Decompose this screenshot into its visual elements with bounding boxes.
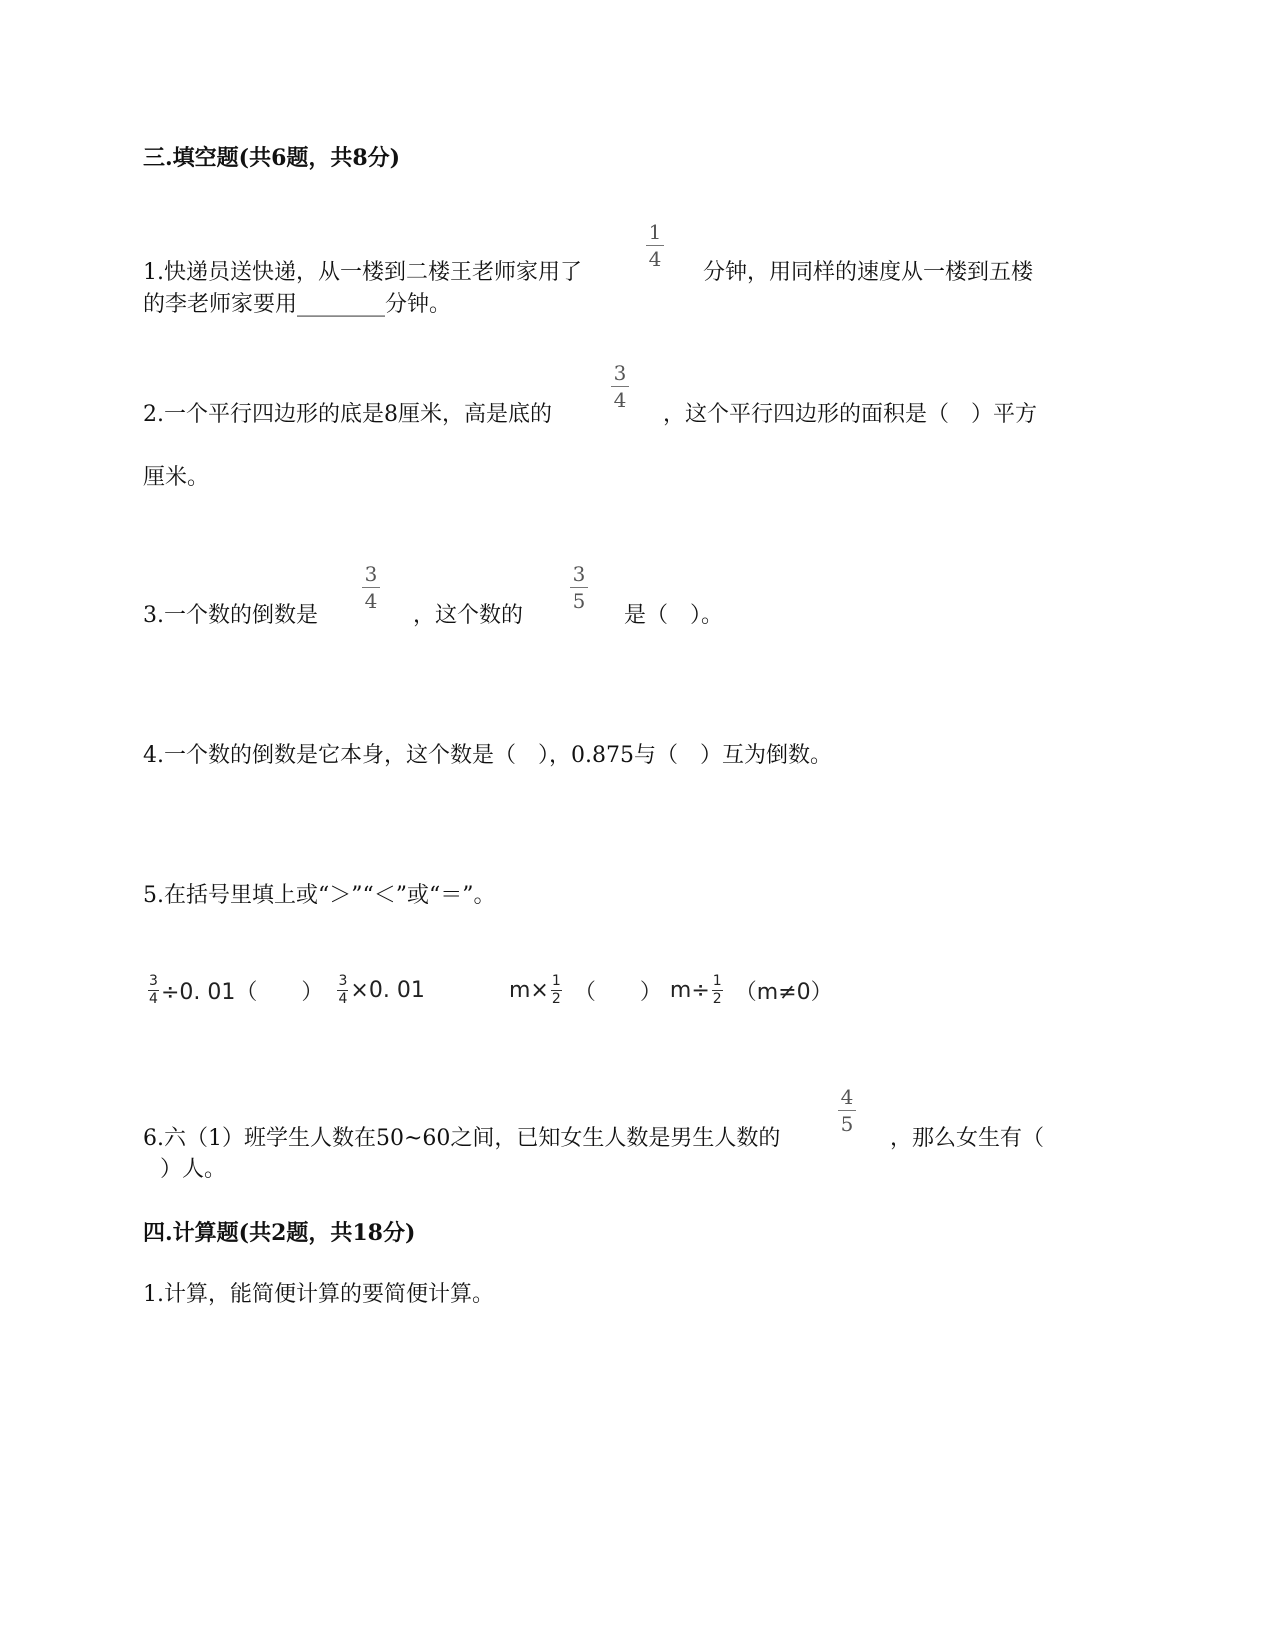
q2-text-c: 厘米。 xyxy=(143,465,210,490)
q1-text-c: 的李老师家要用 xyxy=(143,292,298,317)
q2-frac-num: 3 xyxy=(613,361,627,385)
fraction-bar xyxy=(611,386,629,387)
q1-text-d: 分钟。 xyxy=(385,292,452,317)
q3-frac2-num: 3 xyxy=(572,562,586,586)
q5-expression-1 xyxy=(146,968,425,1012)
frac-num: 1 xyxy=(551,972,561,989)
frac-num: 1 xyxy=(712,972,722,989)
section3-title: 三.填空题(共6题，共8分) xyxy=(143,145,401,171)
frac-den: 2 xyxy=(712,990,722,1007)
q5-expr2-cond: （m≠0） xyxy=(734,979,833,1005)
q6-frac-den: 5 xyxy=(840,1112,854,1136)
frac-den: 4 xyxy=(338,990,348,1007)
q3-text-b: ，这个数的 xyxy=(413,603,524,628)
q1-text-a: 1.快递员送快递，从一楼到二楼王老师家用了 xyxy=(143,260,582,285)
q1-fraction xyxy=(646,221,664,270)
q1-text-b: 分钟，用同样的速度从一楼到五楼 xyxy=(703,260,1034,285)
q1-line2 xyxy=(143,290,451,320)
q3-fraction-2 xyxy=(570,563,588,612)
q5-expr2-pre-a: m× xyxy=(509,977,549,1003)
section4-q1-text: 1.计算，能简便计算的要简便计算。 xyxy=(143,1282,494,1307)
q5-expr1-op-b: ×0. 01 xyxy=(350,977,425,1003)
q5-text: 5.在括号里填上或“＞”“＜”或“＝”。 xyxy=(143,883,496,908)
q6-frac-num: 4 xyxy=(840,1085,854,1109)
section4-title: 四.计算题(共2题，共18分) xyxy=(143,1220,416,1246)
q3-fraction-1 xyxy=(362,563,380,612)
fraction-bar xyxy=(570,587,588,588)
q4-text: 4.一个数的倒数是它本身，这个数是（ ），0.875与（ ）互为倒数。 xyxy=(143,743,832,768)
frac-num: 3 xyxy=(149,972,158,989)
q5-expr2-paren: （ ） xyxy=(573,979,662,1005)
q1-frac-num: 1 xyxy=(648,220,662,244)
fraction-bar xyxy=(646,245,664,246)
q2-text-b: ，这个平行四边形的面积是（ ）平方 xyxy=(663,402,1038,427)
q1-frac-den: 4 xyxy=(648,247,662,271)
q5-expr1-op-a: ÷0. 01（ ） xyxy=(161,979,324,1005)
q3-frac2-den: 5 xyxy=(572,589,586,613)
q1-answer-blank: ________ xyxy=(297,292,386,317)
frac-den: 4 xyxy=(149,990,158,1007)
frac-den: 2 xyxy=(551,990,561,1007)
q6-text-c: ）人。 xyxy=(160,1157,227,1182)
q5-expression-2 xyxy=(509,968,833,1012)
q5-expr2-frac-a xyxy=(551,974,562,1007)
q5-expr1-frac-b xyxy=(337,974,348,1007)
q5-expr2-frac-b xyxy=(712,974,723,1007)
frac-num: 3 xyxy=(338,972,348,989)
q6-text-a: 6.六（1）班学生人数在50~60之间，已知女生人数是男生人数的 xyxy=(143,1126,781,1151)
q3-text-c: 是（ ）。 xyxy=(624,603,724,628)
q2-fraction xyxy=(611,362,629,411)
q3-text-a: 3.一个数的倒数是 xyxy=(143,603,318,628)
fraction-bar xyxy=(362,587,380,588)
fraction-bar xyxy=(838,1110,856,1111)
q5-expr2-pre-b: m÷ xyxy=(669,977,710,1003)
q3-frac1-den: 4 xyxy=(364,589,378,613)
q2-text-a: 2.一个平行四边形的底是8厘米，高是底的 xyxy=(143,402,552,427)
q2-frac-den: 4 xyxy=(613,388,627,412)
q5-expr1-frac-a xyxy=(148,974,159,1007)
q6-text-b: ，那么女生有（ xyxy=(890,1126,1045,1151)
q3-frac1-num: 3 xyxy=(364,562,378,586)
q6-fraction xyxy=(838,1086,856,1135)
